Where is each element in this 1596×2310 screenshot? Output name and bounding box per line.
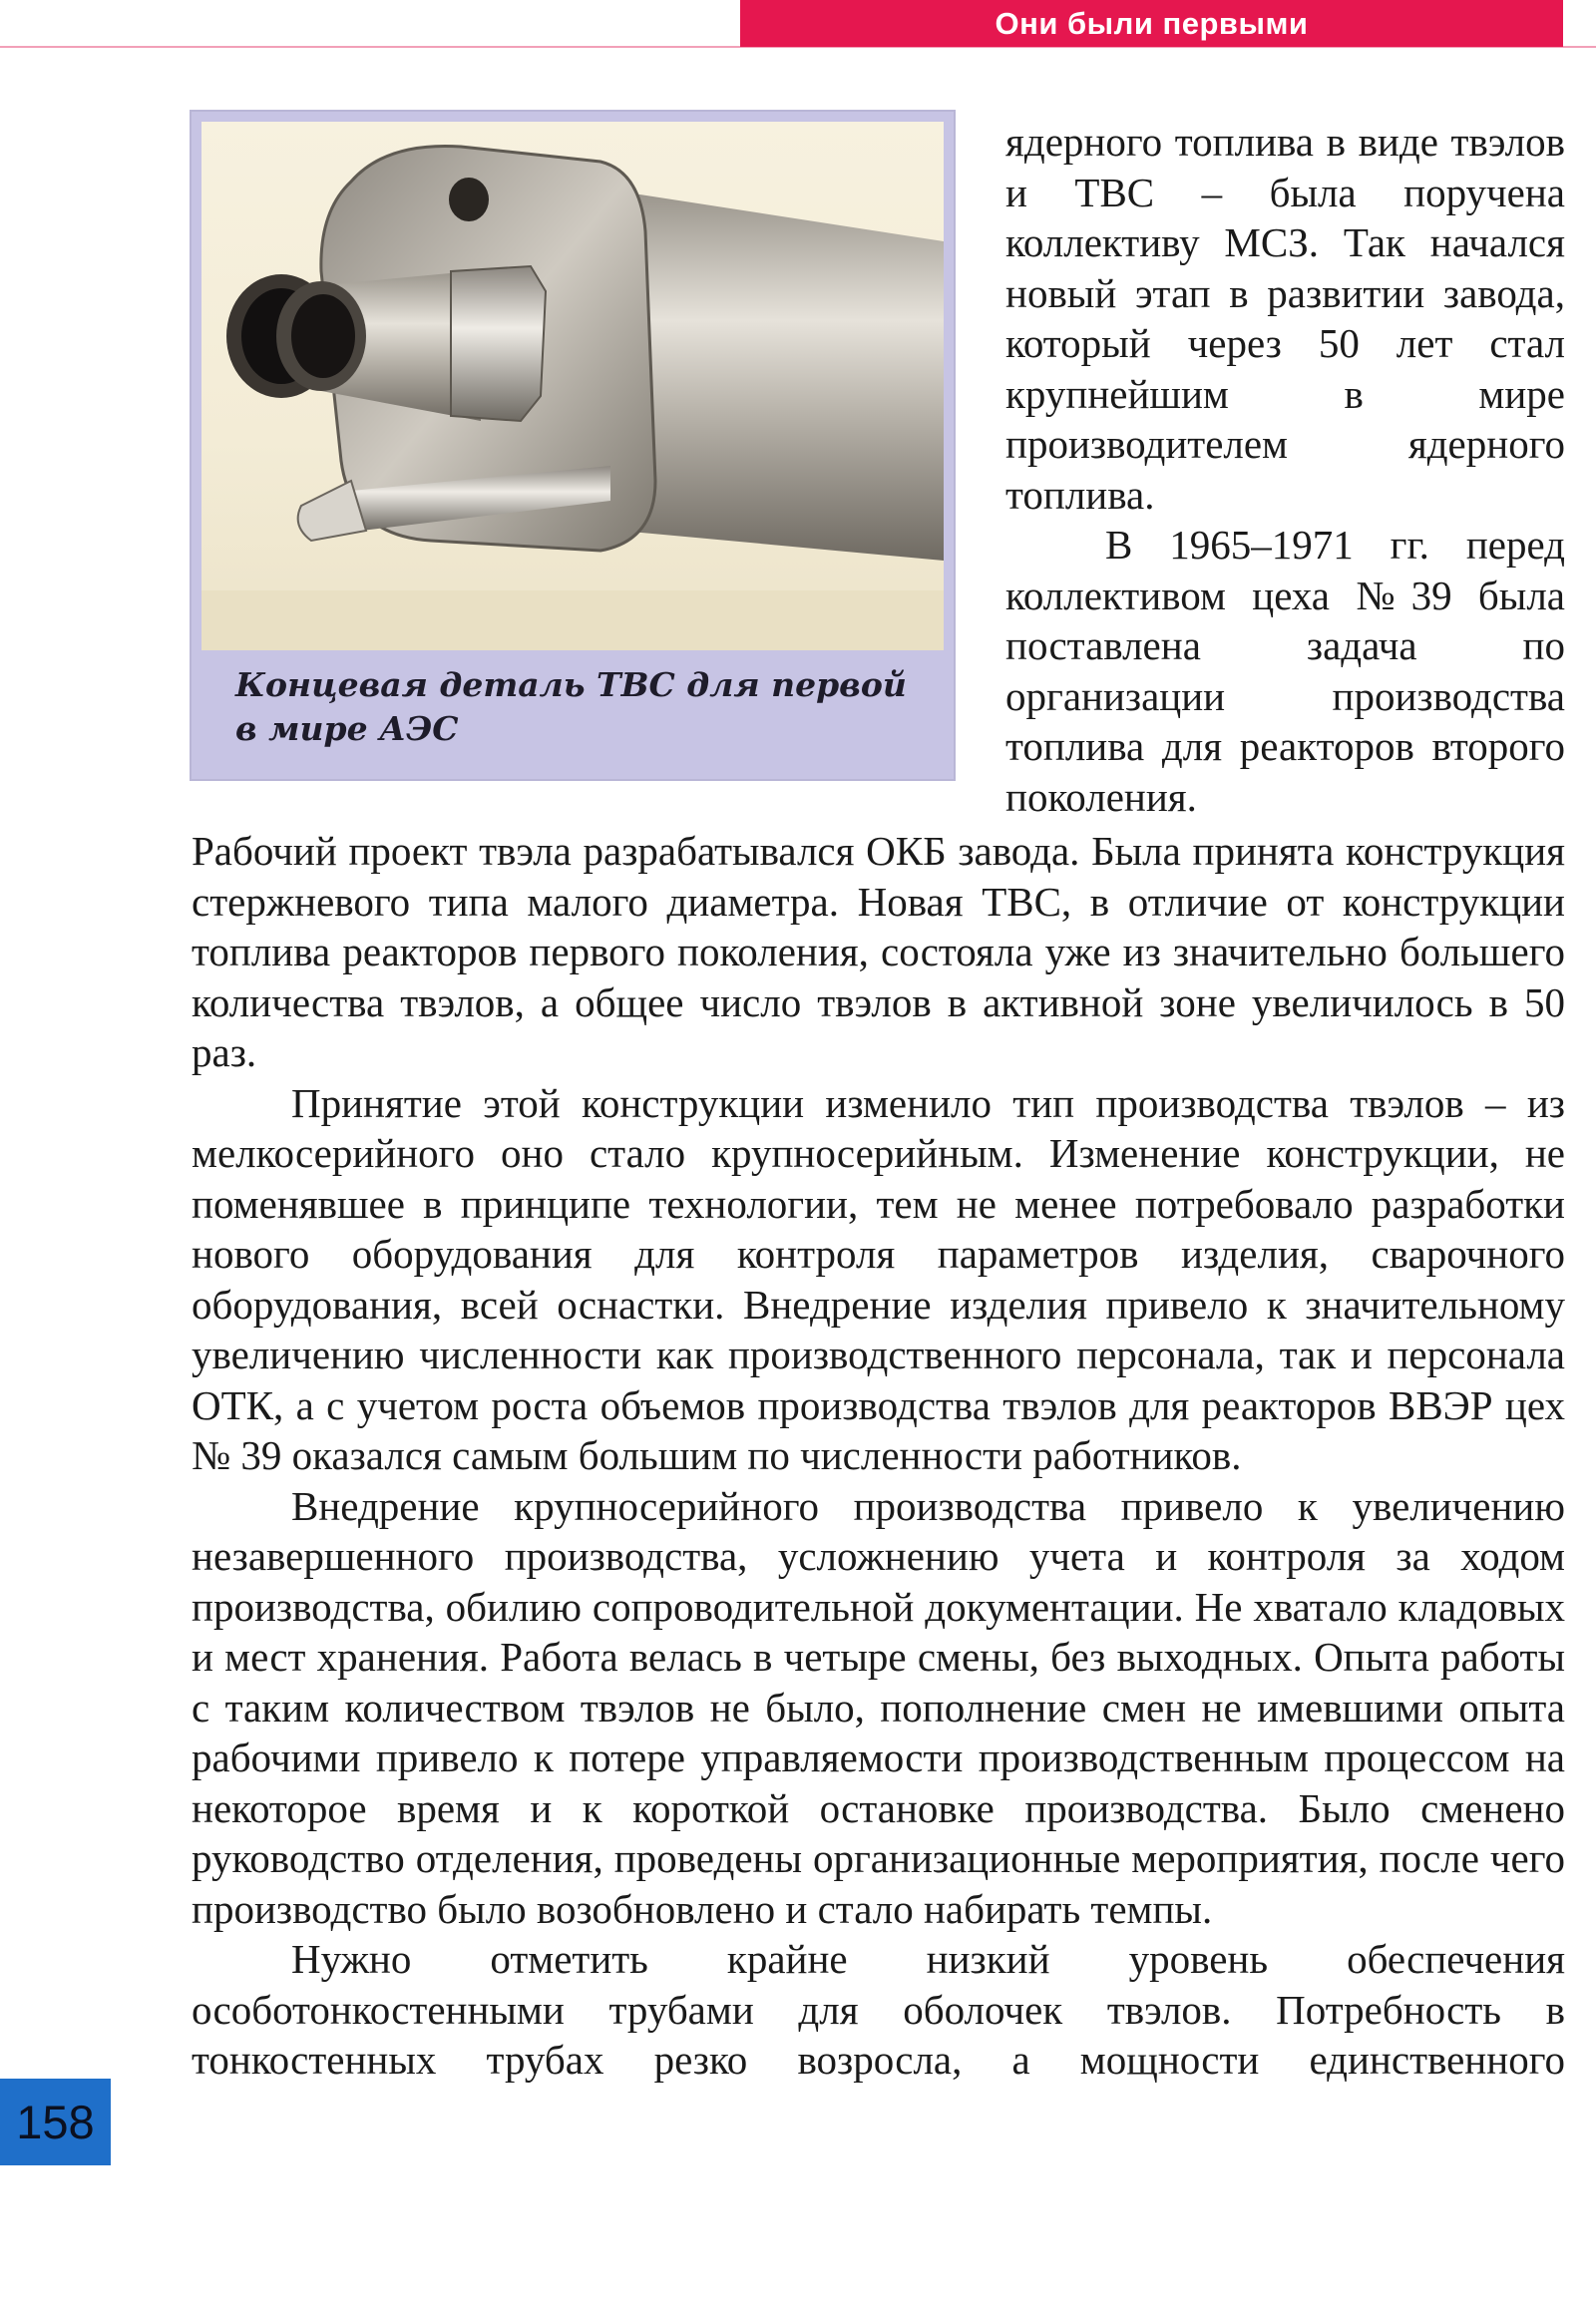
- page-number-badge: [0, 2079, 111, 2165]
- figure-caption: Концевая деталь ТВС для первой в мире АЭС: [235, 665, 907, 748]
- main-text: [192, 826, 1565, 2086]
- page-number: 158: [16, 2096, 95, 2148]
- paragraph: Нужно отметить крайне низкий уровень обеспечения особотонкостенными трубами для оболочек твэлов. Потребность в тонкостенных трубах резко возросла, а мощности единственного: [192, 1936, 1565, 2083]
- paragraph: ядерного топлива в виде твэлов и ТВС – была поручена коллективу МСЗ. Так начался новый этап в развитии завода, который через 50 лет стал крупнейшим в мире производителем ядерного топлива.: [1005, 119, 1565, 518]
- figure: [190, 110, 956, 781]
- fuel-assembly-photo: [201, 122, 944, 650]
- paragraph: В 1965–1971 гг. перед коллективом цеха №39 была поставлена задача по организации производства топлива для реакторов второго поколения.: [1005, 522, 1565, 820]
- end-piece-illustration: [201, 122, 944, 650]
- paragraph: Внедрение крупносерийного производства привело к увеличению незавершенного производства, усложнению учета и контроля за ходом производства, обилию сопроводительной документации. Не хватало кладовых и мест хранения. Работа велась в четыре смены, без выходных. Опыта работы с таким количеством твэлов не было, пополнение смен не имевшими опыта рабочими привело к потере управляемости производственным процессом на некоторое время и к короткой остановке производства. Было сменено руководство отделения, проведены организационные мероприятия, после чего производство было возобновлено и стало набирать темпы.: [192, 1482, 1565, 1932]
- paragraph: Принятие этой конструкции изменило тип производства твэлов – из мелкосерийного оно стало крупносерийным. Изменение конструкции, не поменявшее в принципе технологии, тем не менее потребовало разработки нового оборудования для контроля параметров изделия, сварочного оборудования, всей оснастки. Внедрение изделия привело к значительному увеличению численности как производственного персонала, так и персонала ОТК, а с учетом роста объемов производства твэлов для реакторов ВВЭР цех № 39 оказался самым большим по численности работников.: [192, 1079, 1565, 1478]
- paragraph: Рабочий проект твэла разрабатывался ОКБ завода. Была принята конструкция стержневого типа малого диаметра. Новая ТВС, в отличие от конструкции топлива реакторов первого поколения, состояла уже из значительно большего количества твэлов, а общее число твэлов в активной зоне увеличилось в 50 раз.: [192, 828, 1565, 1075]
- right-column-text: [1005, 117, 1565, 822]
- section-title: Они были первыми: [995, 5, 1309, 41]
- section-header: [740, 0, 1563, 47]
